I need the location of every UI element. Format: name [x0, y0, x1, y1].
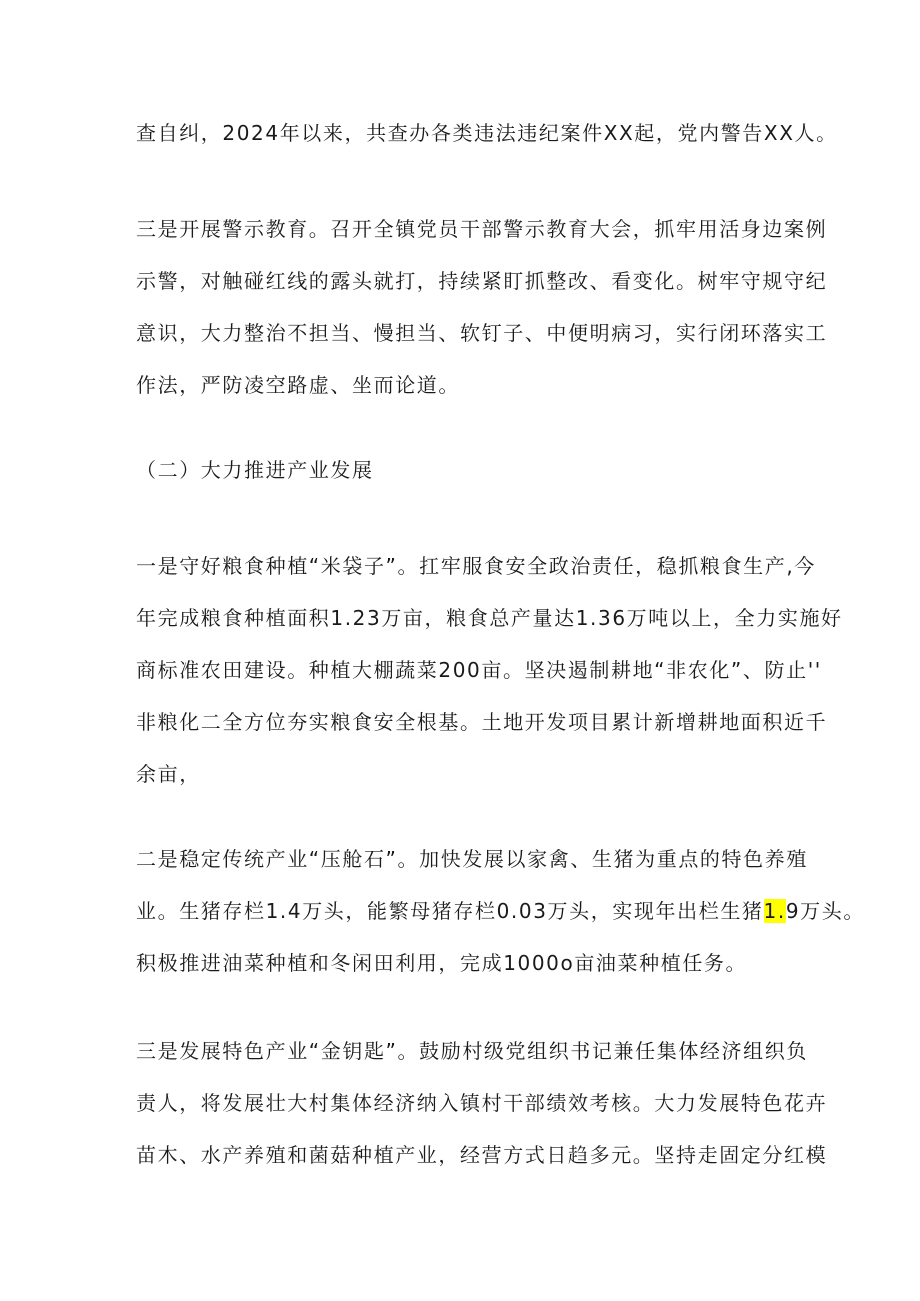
text-line: 示警，对触碰红线的露头就打，持续紧盯抓整改、看变化。树牢守规守纪 — [136, 269, 828, 293]
text-line — [136, 885, 865, 937]
text-segment: 业。生猪存栏1.4万头，能繁母猪存栏0.03万头，实现年出栏生猪 — [136, 899, 764, 923]
text-line: 积极推进油菜种植和冬闲田利用，完成1000o亩油菜种植任务。 — [136, 951, 748, 975]
heading-text: （二）大力推进产业发展 — [136, 458, 374, 482]
text-line: 查自纠，2024年以来，共查办各类违法违纪案件XX起，党内警告XX人。 — [136, 121, 838, 145]
text-line: 二是稳定传统产业“压舱石”。加快发展以家禽、生猪为重点的特色养殖 — [136, 847, 808, 871]
text-line: 责人，将发展壮大村集体经济纳入镇村干部绩效考核。大力发展特色花卉 — [136, 1091, 828, 1115]
text-segment: 9万头。 — [785, 899, 865, 923]
text-line: 商标准农田建设。种植大棚蔬菜200亩。坚决遏制耕地“非农化”、防止'' — [136, 658, 822, 682]
section-heading — [136, 444, 796, 496]
text-line: 意识，大力整治不担当、慢担当、软钉子、中便明病习，实行闭环落实工 — [136, 321, 828, 345]
text-line: 非粮化二全方位夯实粮食安全根基。土地开发项目累计新增耕地面积近千 — [136, 710, 828, 734]
paragraph-grain-planting — [136, 540, 843, 800]
text-line: 一是守好粮食种植“米袋子”。扛牢服食安全政治责任，稳抓粮食生产,今 — [136, 554, 816, 578]
paragraph-self-inspection — [136, 107, 838, 159]
paragraph-specialty-industry — [136, 1025, 828, 1181]
text-line: 三是发展特色产业“金钥匙”。鼓励村级党组织书记兼任集体经济组织负 — [136, 1039, 808, 1063]
paragraph-warning-education — [136, 203, 828, 411]
text-line: 年完成粮食种植面积1.23万亩，粮食总产量达1.36万吨以上，全力实施好 — [136, 606, 843, 630]
highlighted-text: 1. — [763, 899, 786, 923]
text-line: 作法，严防凌空路虚、坐而论道。 — [136, 373, 460, 397]
text-line: 三是开展警示教育。召开全镇党员干部警示教育大会，抓牢用活身边案例 — [136, 217, 828, 241]
text-line: 余亩， — [136, 762, 201, 786]
paragraph-traditional-industry — [136, 833, 865, 989]
text-line: 苗木、水产养殖和菌菇种植产业，经营方式日趋多元。坚持走固定分红模 — [136, 1143, 828, 1167]
